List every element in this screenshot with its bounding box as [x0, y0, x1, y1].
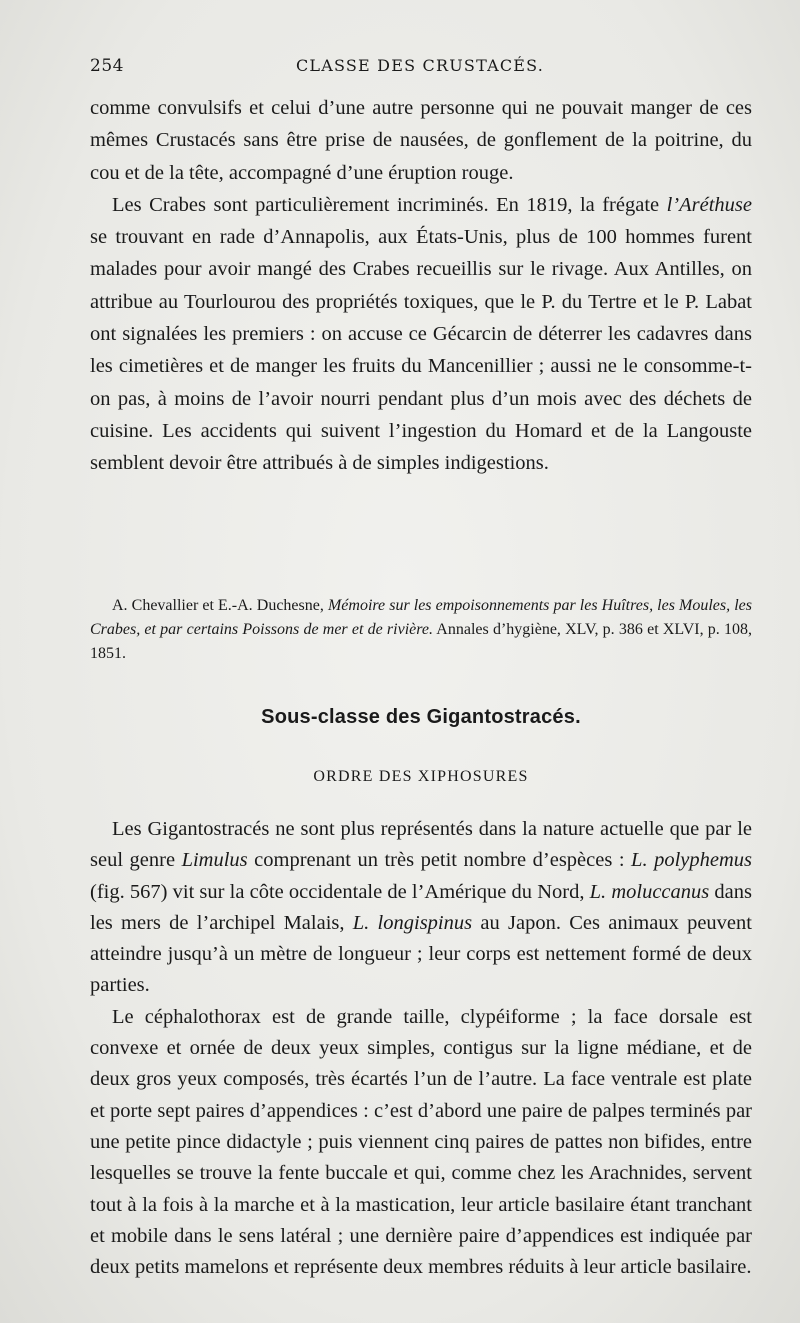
- text-segment: comprenant un très petit nombre d’espèces :: [247, 849, 632, 872]
- text-segment-italic: l’Aréthuse: [666, 193, 752, 216]
- text-segment: comme convulsifs et celui d’une autre personne qui ne pouvait manger de ces mêmes Crustacés sans être prise de nausées, de gonflement de la poitrine, du cou et de la tête, accompagné d’une éruption rouge.: [90, 97, 752, 184]
- text-segment: Les Gigantostracés ne sont plus représentés dans la nature actuelle que par le seul genre: [90, 818, 752, 872]
- text-segment-italic: L. polyphemus: [631, 849, 753, 872]
- running-title: CLASSE DES CRUSTACÉS.: [295, 56, 545, 75]
- text-segment: dans les mers de l’archipel Malais,: [90, 880, 753, 934]
- paragraph-crabs: [90, 189, 752, 480]
- order-heading: ORDRE DES XIPHOSURES: [313, 768, 529, 785]
- paragraph-cephalothorax: [90, 1002, 752, 1284]
- text-segment: au Japon. Ces animaux peuvent atteindre jusqu’à un mètre de longueur ; leur corps est nettement formé de deux parties.: [90, 911, 752, 997]
- text-segment-italic: Limulus: [181, 849, 248, 872]
- body-text-top: [90, 92, 752, 480]
- paragraph-gigantostraces: [90, 814, 752, 1002]
- text-segment-italic: L. longispinus: [352, 911, 473, 934]
- text-segment: Les Crabes sont particulièrement incriminés. En 1819, la frégate: [112, 193, 667, 216]
- page-header: [90, 56, 750, 82]
- page-number: 254: [90, 56, 124, 76]
- text-segment-italic: L. moluccanus: [589, 880, 710, 903]
- note-segment: Annales d’hygiène, XLV, p. 386 et XLVI, p. 108, 1851.: [90, 621, 752, 662]
- text-segment: Le céphalothorax est de grande taille, clypéiforme ; la face dorsale est convexe et ornée de deux yeux simples, contigus sur la ligne médiane, et de deux gros yeux composés, très écartés l’un de l’autre. La face ventrale est plate et porte sept paires d’appendices : c’est d’abord une paire de palpes terminés par une petite pince didactyle ; puis viennent cinq paires de pattes non bifides, entre lesquelles se trouve la fente buccale et qui, comme chez les Arachnides, servent tout à la fois à la marche et à la mastication, leur article basilaire étant tranchant et mobile dans le sens latéral ; une dernière paire d’appendices est indiquée par deux petits mamelons et représente deux membres réduits à leur article basilaire.: [90, 1005, 752, 1279]
- note-segment: A. Chevallier et E.-A. Duchesne,: [112, 597, 328, 614]
- paragraph-continuation: [90, 92, 752, 189]
- text-segment: se trouvant en rade d’Annapolis, aux États-Unis, plus de 100 hommes furent malades pour avoir mangé des Crabes recueillis sur le rivage. Aux Antilles, on attribue au Tourlourou des propriétés toxiques, que le P. du Tertre et le P. Labat ont signalées les premiers : on accuse ce Gécarcin de déterrer les cadavres dans les cimetières et de manger les fruits du Mancenillier ; aussi ne le consomme-t-on pas, à moins de l’avoir nourri pendant plus d’un mois avec des déchets de cuisine. Les accidents qui suivent l’ingestion du Homard et de la Langouste semblent devoir être attribués à de simples indigestions.: [90, 226, 752, 475]
- text-segment: (fig. 567) vit sur la côte occidentale de l’Amérique du Nord,: [90, 880, 590, 903]
- note-segment-italic: Mémoire sur les empoisonnements par les Huîtres, les Moules, les Crabes, et par certains Poissons de mer et de rivière.: [90, 597, 752, 638]
- subclass-heading: Sous-classe des Gigantostracés.: [261, 706, 581, 728]
- bibliographic-note: [90, 594, 752, 666]
- body-text-bottom: [90, 814, 752, 1283]
